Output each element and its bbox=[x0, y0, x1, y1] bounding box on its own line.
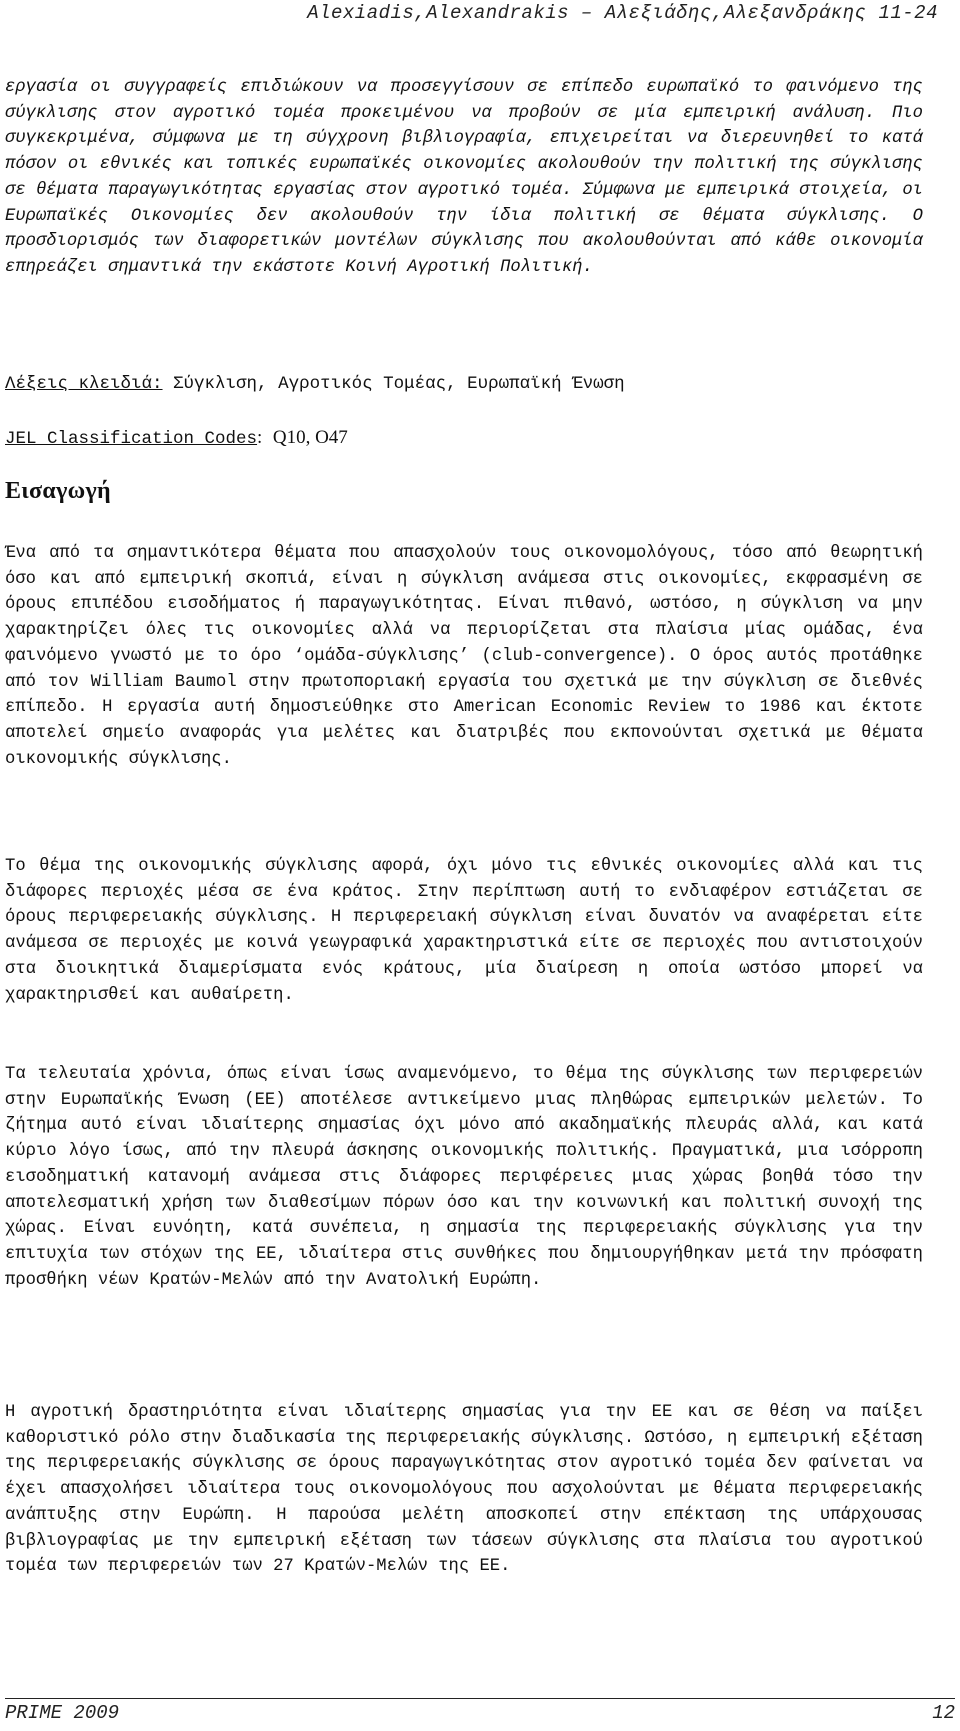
jel-colon: : bbox=[257, 427, 263, 448]
footer-journal: PRIME 2009 bbox=[5, 1702, 120, 1724]
paragraph-3: Τα τελευταία χρόνια, όπως είναι ίσως αναμενόμενο, το θέμα της σύγκλισης των περιφερειών στην Ευρωπαϊκής Ένωση (ΕΕ) αποτέλεσε αντικείμενο μιας πληθώρας εμπειρικών μελετών. Το ζήτημα αυτό είναι ιδιαίτερης σημασίας όχι μόνο από ακαδημαϊκής πλευράς αλλά, και κατά κύριο λόγο ίσως, από την πλευρά άσκησης οικονομικής πολιτικής. Πραγματικά, μια ισόρροπη εισοδηματική κατανομή ανάμεσα στις διάφορες περιφέρειες μιας χώρας βοηθά τόσο την αποτελεσματική χρήση των διαθεσίμων πόρων όσο και την κοινωνική και πολιτική συνοχή της χώρας. Είναι ευνόητη, κατά συνέπεια, η σημασία της περιφερειακής σύγκλισης για την επιτυχία των στόχων της ΕΕ, ιδιαίτερα στις συνθήκες που δημιουργήθηκαν μετά την πρόσφατη προσθήκη νέων Κρατών-Μελών από την Ανατολική Ευρώπη. bbox=[5, 1065, 923, 1290]
paragraph-4: Η αγροτική δραστηριότητα είναι ιδιαίτερης σημασίας για την ΕΕ και σε θέση να παίξει καθοριστικό ρόλο στην διαδικασία της περιφερειακής σύγκλισης. Ωστόσο, η εμπειρική εξέταση της περιφερειακής σύγκλισης σε όρους παραγωγικότητας στον αγροτικό τομέα δεν φαίνεται να έχει απασχολήσει ιδιαίτερα τους οικονομολόγους που ασχολούνται με θέματα περιφερειακής ανάπτυξης στην Ευρώπη. Η παρούσα μελέτη αποσκοπεί στην επέκταση της υπάρχουσας βιβλιογραφίας με την εμπειρική εξέταση των τάσεων σύγκλισης στα πλαίσια του αγροτικού τομέα των περιφερειών των 27 Κρατών-Μελών της ΕΕ. bbox=[5, 1403, 923, 1577]
keywords-line bbox=[5, 372, 923, 398]
keywords-value: Σύγκλιση, Αγροτικός Τομέας, Ευρωπαϊκή Ένωση bbox=[173, 374, 625, 394]
jel-line bbox=[5, 425, 923, 453]
paragraph-2: Το θέμα της οικονομικής σύγκλισης αφορά, όχι μόνο τις εθνικές οικονομίες αλλά και τις διάφορες περιοχές μέσα σε ένα κράτος. Στην περίπτωση αυτή το ενδιαφέρον εστιάζεται σε όρους περιφερειακής σύγκλισης. Η περιφερειακή σύγκλιση είναι δυνατόν να αναφέρεται είτε ανάμεσα σε περιοχές με κοινά γεωγραφικά χαρακτηριστικά είτε σε περιοχές που αντιστοιχούν στα διοικητικά διαμερίσματα ενός κράτους, μία διαίρεση η οποία ωστόσο μπορεί να χαρακτηρισθεί και αυθαίρετη. bbox=[5, 857, 923, 1005]
footer-divider bbox=[5, 1698, 955, 1699]
section-heading: Εισαγωγή bbox=[5, 478, 111, 504]
jel-label: JEL Classification Codes bbox=[5, 429, 258, 449]
paragraph-1: Ένα από τα σημαντικότερα θέματα που απασχολούν τους οικονομολόγους, τόσο από θεωρητική όσο και από εμπειρική σκοπιά, είναι η σύγκλιση ανάμεσα στις οικονομίες, εκφρασμένη σε όρους επιπέδου εισοδήματος ή παραγωγικότητας. Είναι πιθανό, ωστόσο, η σύγκλιση να μην χαρακτηρίζει όλες τις οικονομίες αλλά να περιορίζεται στα πλαίσια μίας ομάδας, ένα φαινόμενο γνωστό με το όρο ‘ομάδα-σύγκλισης’ (club-convergence). Ο όρος αυτός προτάθηκε από τον William Baumol στην πρωτοποριακή εργασία του σχετικά με την σύγκλιση σε διεθνές επίπεδο. Η εργασία αυτή δημοσιεύθηκε στο American Economic Review το 1986 και έκτοτε αποτελεί σημείο αναφοράς για μελέτες και διατριβές που εκπονούνται σχετικά με θέματα οικονομικής σύγκλισης. bbox=[5, 544, 923, 769]
keywords-label: Λέξεις κλειδιά: bbox=[5, 374, 163, 394]
footer-page-number: 12 bbox=[932, 1702, 955, 1724]
running-head: Alexiadis,Alexandrakis – Αλεξιάδης,Αλεξανδράκης 11-24 bbox=[307, 2, 938, 24]
abstract-text: εργασία οι συγγραφείς επιδιώκουν να προσεγγίσουν σε επίπεδο ευρωπαϊκό το φαινόμενο της σύγκλισης στον αγροτικό τομέα προκειμένου να προβούν σε μία εμπειρική ανάλυση. Πιο συγκεκριμένα, σύμφωνα με τη σύγχρονη βιβλιογραφία, επιχειρείται να διερευνηθεί το κατά πόσον οι εθνικές και τοπικές ευρωπαϊκές οικονομίες ακολουθούν την πολιτική της σύγκλισης σε θέματα παραγωγικότητας εργασίας στον αγροτικό τομέα. Σύμφωνα με εμπειρικά στοιχεία, οι Ευρωπαϊκές Οικονομίες δεν ακολουθούν την ίδια πολιτική σε θέματα σύγκλισης. Ο προσδιορισμός των διαφορετικών μοντέλων σύγκλισης που ακολουθούνται από κάθε οικονομία επηρεάζει σημαντικά την εκάστοτε Κοινή Αγροτική Πολιτική. bbox=[5, 78, 923, 277]
jel-codes: Q10, O47 bbox=[272, 427, 348, 448]
